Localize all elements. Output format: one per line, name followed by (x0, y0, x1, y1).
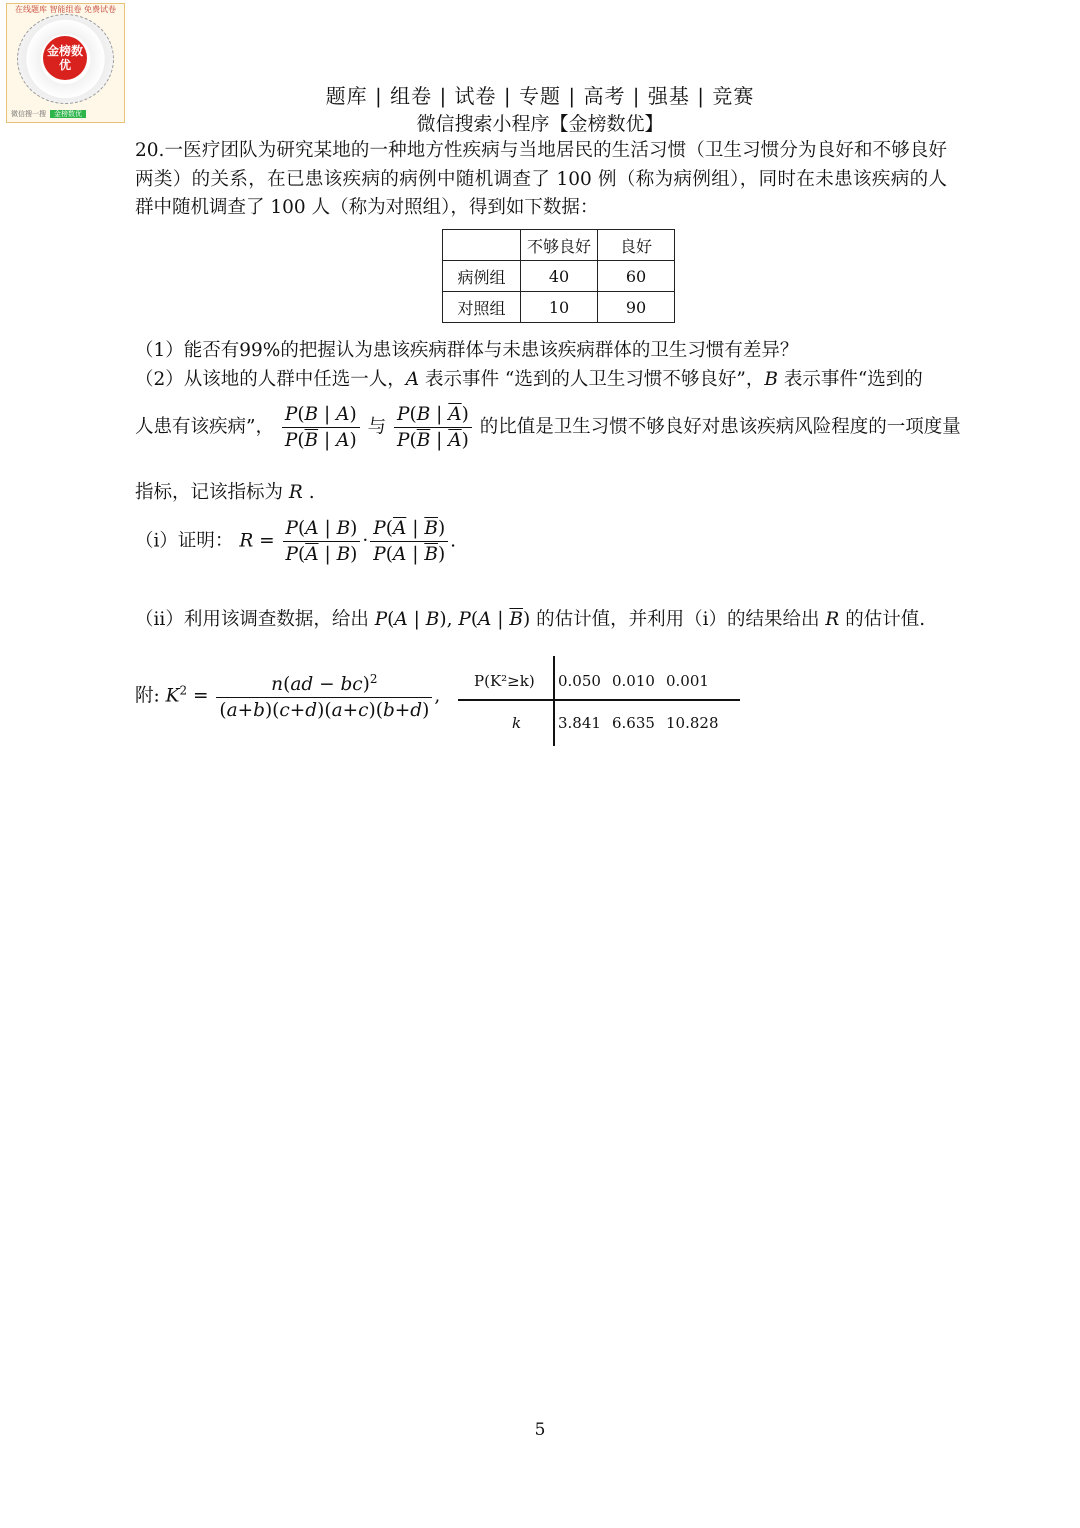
index-r: R (288, 482, 303, 503)
logo-ring-text: 在线题库 智能组卷 免费试卷 (14, 5, 117, 14)
critical-value-table (458, 656, 740, 746)
qii-text: 的估计值. (839, 609, 926, 630)
table-row (443, 292, 675, 323)
k-table-divider (553, 656, 555, 746)
k-table-cell: 0.010 (612, 672, 655, 690)
q2-text: 表示事件“选到的 (777, 369, 923, 390)
proof-formula-1: $\frac{P(A | B)}{P(\overline{A} | B)}$ (283, 518, 361, 565)
table-cell: 40 (521, 261, 598, 292)
k-table-cell: 3.841 (558, 714, 601, 732)
q2-text: 的比值是卫生习惯不够良好对患该疾病风险程度的一项度量 (479, 416, 961, 438)
header-nav: 题库 | 组卷 | 试卷 | 专题 | 高考 | 强基 | 竞赛 (325, 84, 755, 108)
sub-question-i: （i）证明： R = $\frac{P(A | B)}{P(\overline{A} | B)}$ · $\frac{P(\overline{A} | \overline{B})}{P(A | \overline{B})}$ . (135, 518, 457, 565)
logo-brand: 金榜数优 (43, 36, 87, 80)
header-subtitle: 微信搜索小程序【金榜数优】 (416, 113, 664, 135)
logo-footer-left: 微信搜一搜 (11, 110, 46, 118)
k-table-cell: 0.050 (558, 672, 601, 690)
question-2-line-2 (135, 404, 961, 451)
q2-text: 与 (367, 416, 393, 438)
question-2-line-1 (135, 365, 923, 391)
k-table-cell: 10.828 (666, 714, 719, 732)
table-header-cell: 良好 (598, 230, 675, 261)
problem-intro: 20.一医疗团队为研究某地的一种地方性疾病与当地居民的生活习惯（卫生习惯分为良好和不够良好两类）的关系，在已患该疾病的病例中随机调查了 100 例（称为病例组），同时在未患该疾病的人群中随机调查了 100 人（称为对照组），得到如下数据： (135, 140, 947, 218)
table-row (443, 261, 675, 292)
event-b: B (764, 369, 778, 390)
k-table-row-label: k (512, 714, 522, 732)
appendix-label: 附: (135, 685, 160, 707)
appendix-formula: 附: $K^2$ = $\frac{n(ad - bc)^2}{(a+b)(c+d)(a+c)(b+d)}$ , (135, 672, 441, 722)
table-header-row (443, 230, 675, 261)
ratio-formula-1: $\frac{P(B | A)}{P(\overline{B} | A)}$ (282, 404, 360, 451)
table-row-label: 对照组 (443, 292, 521, 323)
table-cell: 10 (521, 292, 598, 323)
k-table-cell: 0.001 (666, 672, 709, 690)
ratio-formula-2: $\frac{P(B | \overline{A})}{P(\overline{B} | \overline{A})}$ (394, 404, 472, 451)
table-header-cell: 不够良好 (521, 230, 598, 261)
k-table-cell: 6.635 (612, 714, 655, 732)
k-table-row-label: P(K²≥k) (474, 672, 535, 690)
q2-text: 指标，记该指标为 (135, 482, 289, 503)
question-2-line-3: 指标，记该指标为 R . (135, 482, 315, 503)
table-row-label: 病例组 (443, 261, 521, 292)
table-header-cell (443, 230, 521, 261)
event-a: A (405, 369, 420, 390)
logo-footer-right: 金榜数优 (50, 110, 86, 118)
qii-text: （ii）利用该调查数据，给出 (135, 609, 375, 630)
survey-table (442, 229, 675, 323)
table-cell: 60 (598, 261, 675, 292)
qi-label: （i）证明： (135, 530, 234, 552)
table-cell: 90 (598, 292, 675, 323)
k-squared-formula: $\frac{n(ad - bc)^2}{(a+b)(c+d)(a+c)(b+d)}$ (216, 672, 432, 721)
q2-text: 人患有该疾病”， (135, 416, 274, 438)
qii-text: 的估计值，并利用（i）的结果给出 (530, 609, 826, 630)
sub-question-ii: （ii）利用该调查数据，给出 P(A | B), P(A | $\overline{B}$) 的估计值，并利用（i）的结果给出 R 的估计值. (135, 609, 926, 630)
proof-formula-2: $\frac{P(\overline{A} | \overline{B})}{P(A | \overline{B})}$ (370, 518, 448, 565)
page-number: 5 (534, 1420, 546, 1440)
q2-text: 表示事件 “选到的人卫生习惯不够良好”， (419, 369, 765, 390)
k-table-divider (458, 699, 740, 701)
question-1: （1）能否有99%的把握认为患该疾病群体与未患该疾病群体的卫生习惯有差异？ (135, 340, 799, 361)
q2-text: （2）从该地的人群中任选一人， (135, 369, 406, 390)
